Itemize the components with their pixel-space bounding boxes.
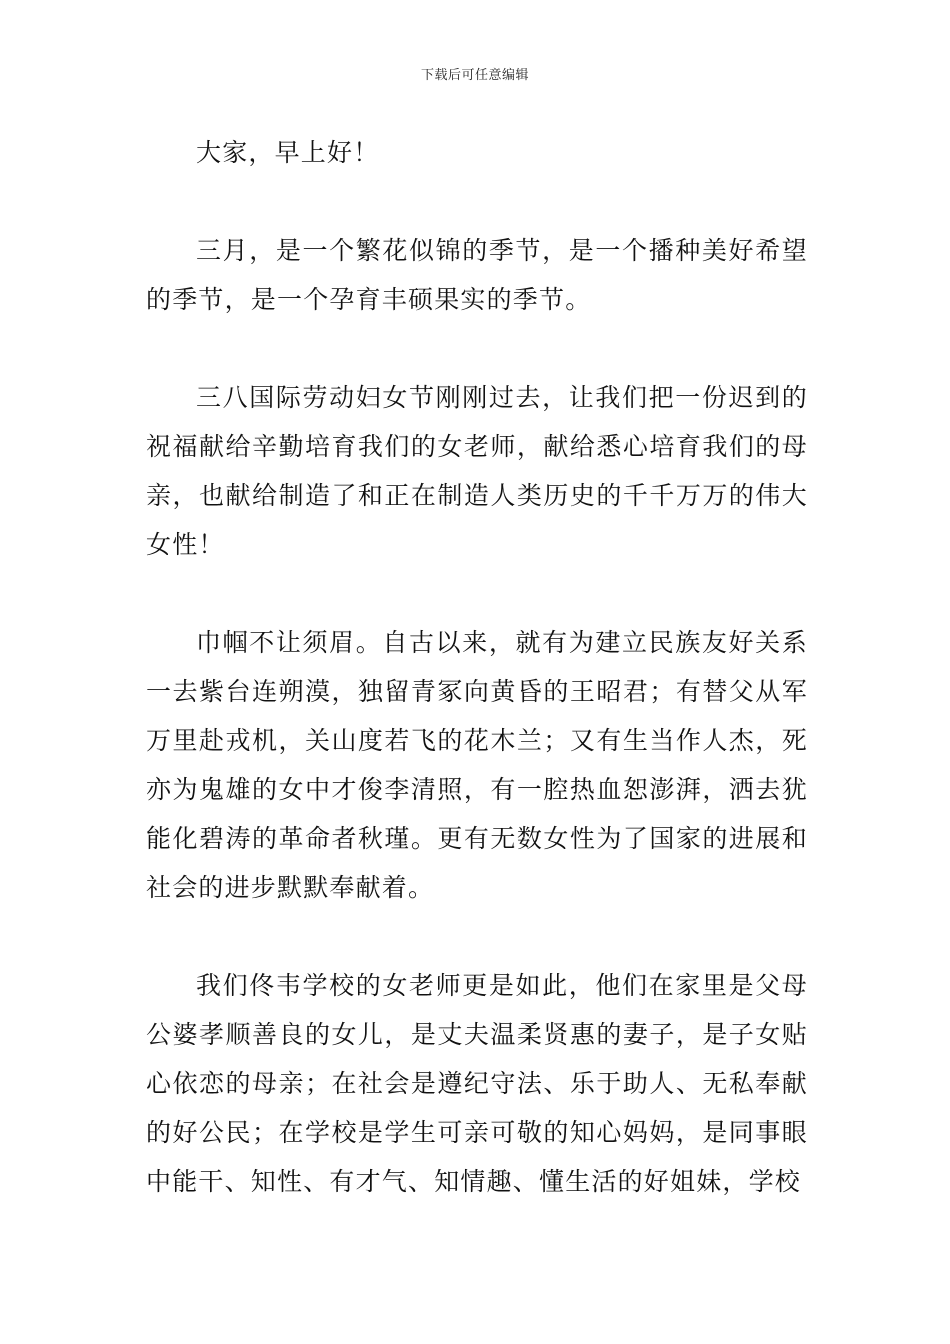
paragraph-teachers: 我们佟韦学校的女老师更是如此，他们在家里是父母公婆孝顺善良的女儿，是丈夫温柔贤惠的妻子，是子女贴心依恋的母亲；在社会是遵纪守法、乐于助人、无私奉献的好公民；在学校是学生可亲可敬的知心妈妈，是同事眼中能干、知性、有才气、知情趣、懂生活的好姐妹，学校	[146, 971, 808, 1196]
paragraph-womens-day: 三八国际劳动妇女节刚刚过去，让我们把一份迟到的祝福献给辛勤培育我们的女老师，献给悉心培育我们的母亲，也献给制造了和正在制造人类历史的千千万万的伟大女性！	[146, 383, 808, 559]
paragraph-greeting: 大家，早上好！	[196, 138, 380, 167]
paragraph-heroines: 巾帼不让须眉。自古以来，就有为建立民族友好关系一去紫台连朔漠，独留青冢向黄昏的王昭君；有替父从军万里赴戎机，关山度若飞的花木兰；又有生当作人杰，死亦为鬼雄的女中才俊李清照，有一腔热血恕澎湃，洒去犹能化碧涛的革命者秋瑾。更有无数女性为了国家的进展和社会的进步默默奉献着。	[146, 628, 808, 902]
paragraph-march: 三月，是一个繁花似锦的季节，是一个播种美好希望的季节，是一个孕育丰硕果实的季节。	[146, 236, 808, 314]
page-header: 下载后可任意编辑	[420, 68, 529, 83]
document-body	[146, 128, 808, 1255]
